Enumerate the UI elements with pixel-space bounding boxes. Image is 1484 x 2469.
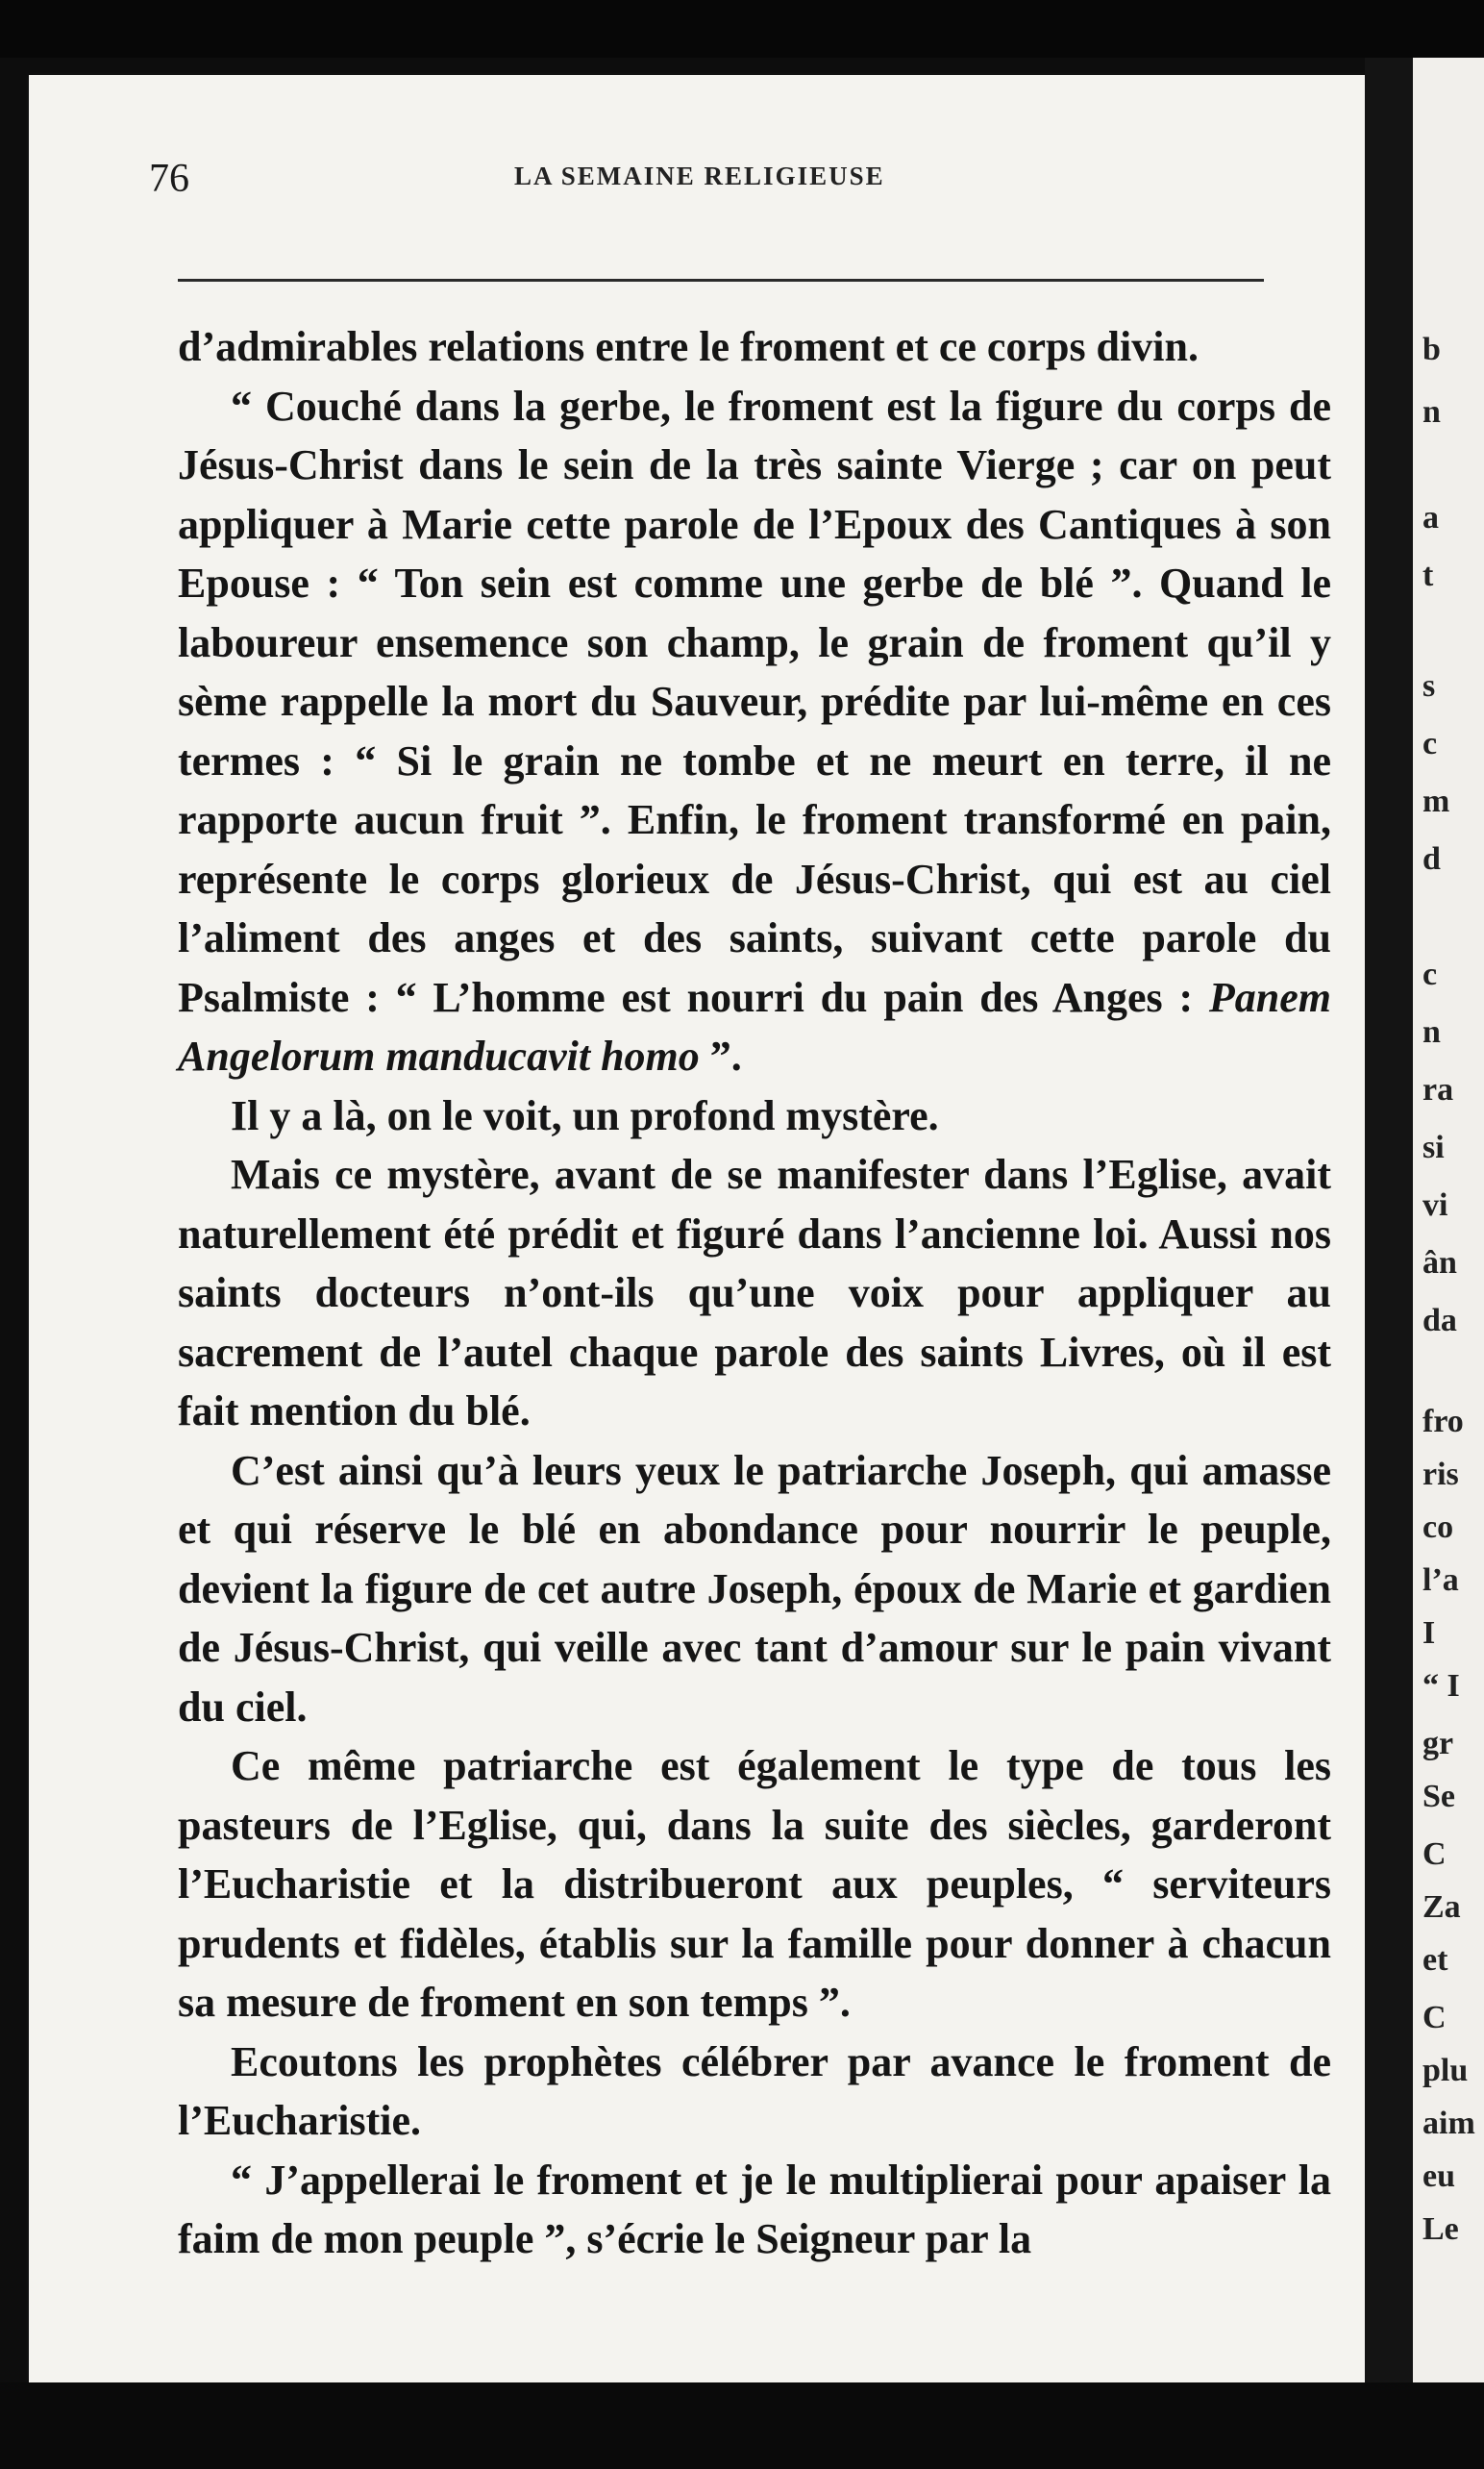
neighbor-fragment: m [1422,784,1450,819]
paragraph-2-end: ”. [699,1033,742,1080]
neighbor-fragment: Le [1422,2211,1459,2247]
neighbor-fragment: plu [1422,2053,1469,2088]
neighbor-fragment: et [1422,1942,1448,1978]
neighbor-fragment: Se [1422,1779,1455,1814]
neighbor-fragment: a [1422,500,1439,536]
scan-top-border [0,0,1484,58]
book-gutter [1365,58,1413,2404]
paragraph-1: d’admirables relations entre le froment et ce corps divin. [178,323,1199,370]
neighbor-fragment: n [1422,394,1441,430]
neighbor-fragment: co [1422,1509,1454,1545]
header-rule [178,279,1264,282]
neighbor-fragment: ra [1422,1072,1454,1108]
latin-quote: Panem Angelorum manducavit homo [178,973,1331,1080]
neighbor-fragment: d [1422,841,1441,877]
neighbor-fragment: t [1422,558,1434,593]
neighbor-fragment: ân [1422,1245,1457,1281]
neighbor-fragment: vi [1422,1187,1448,1223]
paragraph-2 [178,377,1331,1086]
neighbor-fragment: c [1422,957,1438,992]
paragraph-6: Ce même patriarche est également le type de tous les pasteurs de l’Eglise, qui, dans la suite des siècles, garderont l’Eucharistie et la distribueront aux peuples, “ serviteurs prudents et fidèles, établis sur la famille pour donner à chacun sa mesure de froment en son temps ”. [178,1742,1331,2026]
neighbor-fragment: fro [1422,1404,1464,1439]
neighbor-fragment: C [1422,2000,1447,2035]
neighbor-fragment: I [1422,1615,1436,1651]
page-number: 76 [149,157,189,201]
neighbor-fragment: b [1422,332,1441,367]
paragraph-8: “ J’appellerai le froment et je le multiplierai pour apaiser la faim de mon peuple ”, s’écrie le Seigneur par la [178,2156,1331,2262]
neighbor-fragment: si [1422,1130,1445,1165]
neighbor-fragment: gr [1422,1726,1454,1761]
neighbor-fragment: s [1422,668,1436,704]
paragraph-4: Mais ce mystère, avant de se manifester dans l’Eglise, avait naturellement été prédit et figuré dans l’ancienne loi. Aussi nos saints docteurs n’ont-ils qu’une voix pour appliquer au sacrement de l’autel chaque parole des saints Livres, où il est fait mention du blé. [178,1151,1331,1434]
neighbor-fragment: Za [1422,1889,1461,1925]
paragraph-2-text: “ Couché dans la gerbe, le froment est la figure du corps de Jésus-Christ dans le sein de la très sainte Vierge ; car on peut appliquer à Marie cette parole de l’Epoux des Cantiques à son Epouse : “ Ton sein est comme une gerbe de blé ”. Quand le laboureur ensemence son champ, le grain de froment qu’il y sème rappelle la mort du Sauveur, prédite par lui-même en ces termes : “ Si le grain ne tombe et ne meurt en terre, il ne rapporte aucun fruit ”. Enfin, le froment transformé en pain, représente le corps glorieux de Jésus-Christ, qui est au ciel l’aliment des anges et des saints, suivant cette parole du Psalmiste : “ L’homme est nourri du pain des Anges : [178,382,1331,1021]
paragraph-7: Ecoutons les prophètes célébrer par avance le froment de l’Eucharistie. [178,2037,1331,2144]
neighbor-fragment: n [1422,1014,1441,1050]
neighbor-fragment: c [1422,726,1438,761]
neighbor-fragment: l’a [1422,1562,1459,1598]
neighbor-fragment: “ I [1422,1668,1460,1704]
body-text [178,317,1331,2269]
neighbor-fragment: eu [1422,2158,1455,2194]
neighbor-fragment: da [1422,1303,1457,1338]
paragraph-5: C’est ainsi qu’à leurs yeux le patriarche Joseph, qui amasse et qui réserve le blé en abondance pour nourrir le peuple, devient la figure de cet autre Joseph, époux de Marie et gardien de Jésus-Christ, qui veille avec tant d’amour sur le pain vivant du ciel. [178,1446,1331,1731]
neighbor-fragment: ris [1422,1457,1459,1492]
neighbor-fragment: C [1422,1836,1447,1872]
paragraph-3: Il y a là, on le voit, un profond mystère. [231,1091,939,1139]
neighbor-fragment: aim [1422,2106,1475,2141]
page-header [149,144,1274,202]
neighbor-page-edge [1413,58,1484,2394]
running-head: LA SEMAINE RELIGIEUSE [514,162,885,190]
scan-bottom-border [0,2382,1484,2469]
